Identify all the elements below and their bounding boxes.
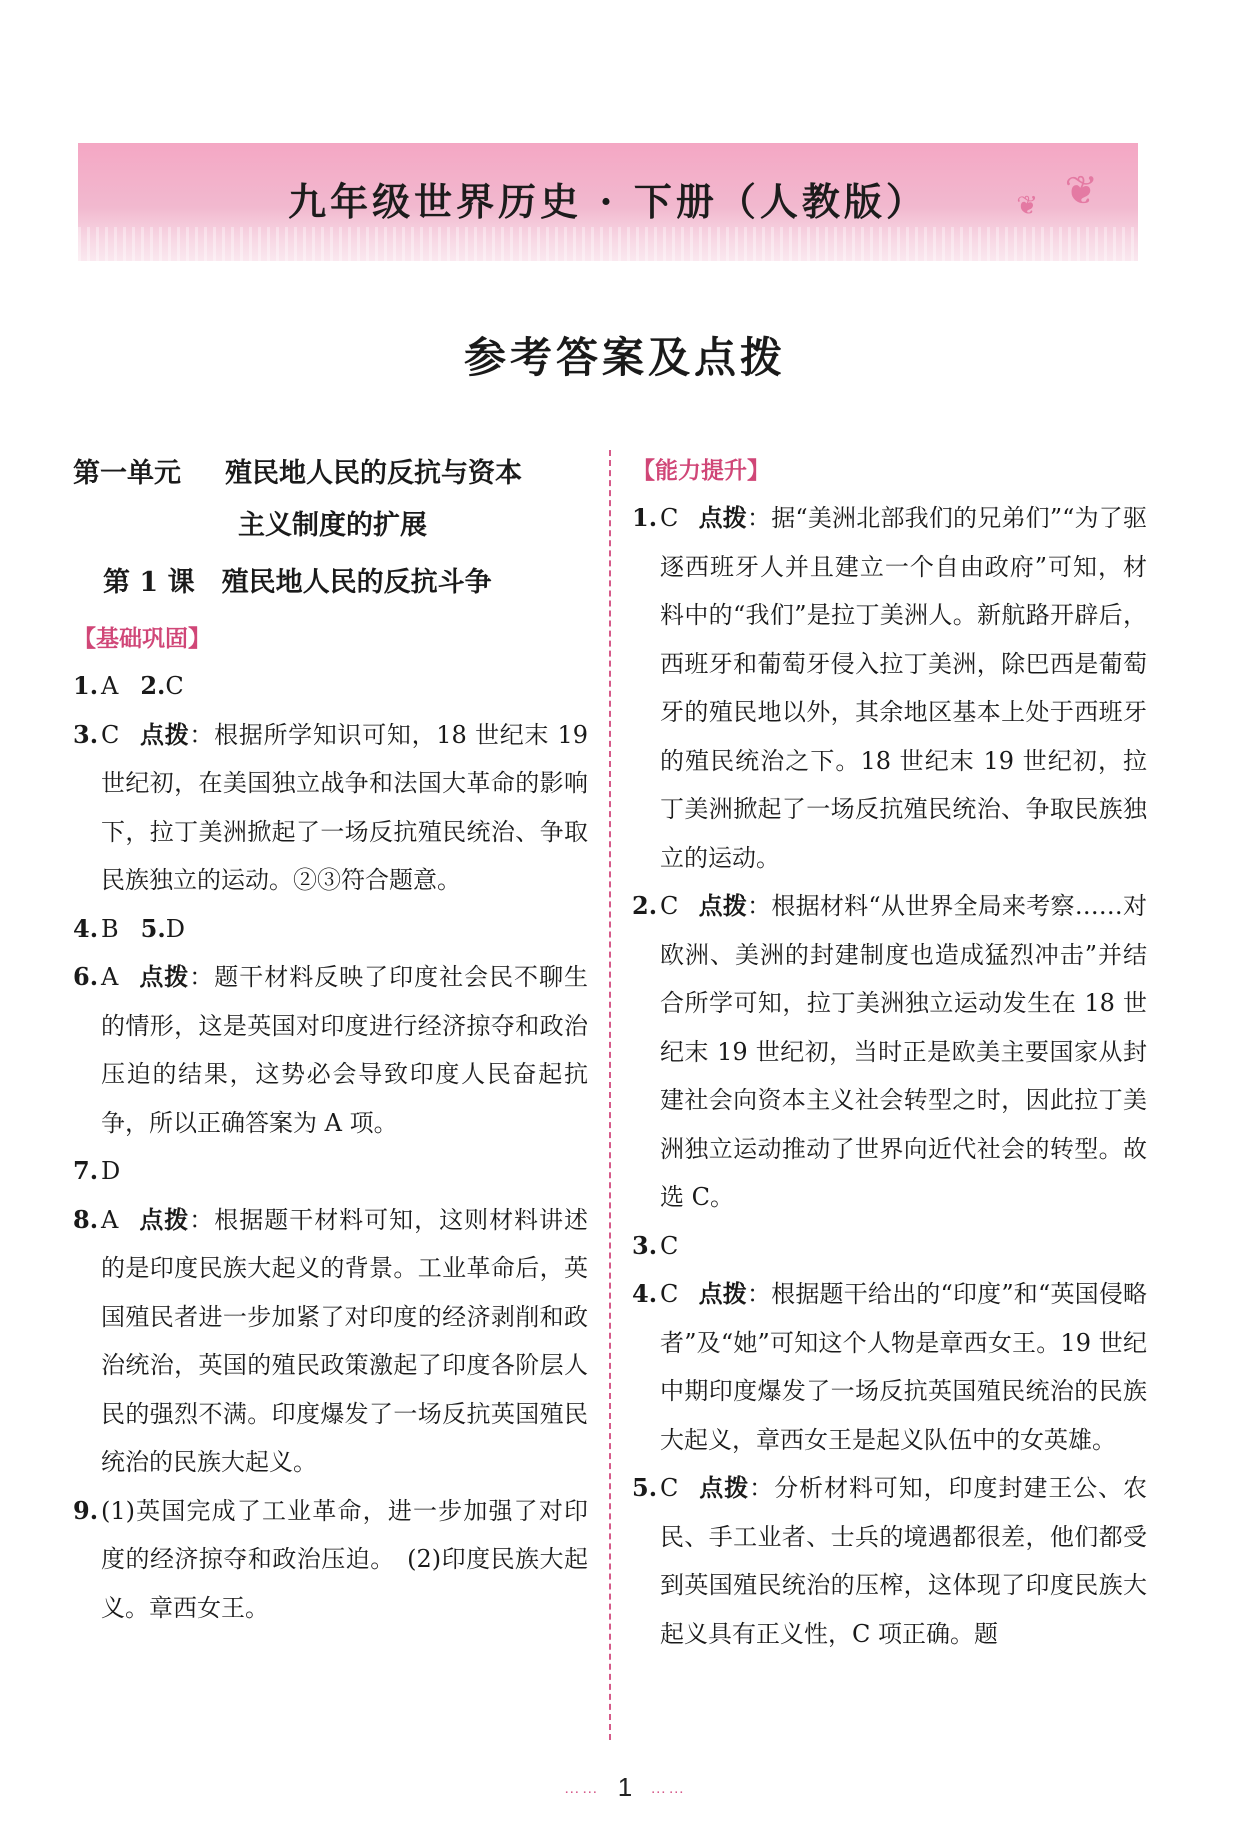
column-divider (609, 450, 611, 1740)
footer-dots: …… (563, 1780, 600, 1798)
page-number: 1 (617, 1772, 633, 1802)
answer-item: 2. C 点拨：根据材料“从世界全局来考察……对欧洲、美洲的封建制度也造成猛烈冲击”并结合所学可知，拉丁美洲独立运动发生在 18 世纪末 19 世纪初，当时正是欧美主要国家从封建社会向资本主义社会转型之时，因此拉丁美洲独立运动推动了世界向近代社会的转型。故选 C。 (632, 891, 1148, 1211)
answer-item: 8. A 点拨：根据题干材料可知，这则材料讲述的是印度民族大起义的背景。工业革命后，英国殖民者进一步加紧了对印度的经济剥削和政治统治，英国的殖民政策激起了印度各阶层人民的强烈不满。印度爆发了一场反抗英国殖民统治的民族大起义。 (73, 1204, 589, 1476)
answer-item: 9. (1)英国完成了工业革命，进一步加强了对印度的经济掠夺和政治压迫。 (2)印度民族大起义。章西女王。 (73, 1495, 588, 1622)
answer-item: 4. C 点拨：根据题干给出的“印度”和“英国侵略者”及“她”可知这个人物是章西女王。19 世纪中期印度爆发了一场反抗英国殖民统治的民族大起义，章西女王是起义队伍中的女英雄。 (632, 1279, 1148, 1454)
section-label-basic: 【基础巩固】 (73, 626, 211, 652)
butterfly-icon: ❦ (1064, 168, 1098, 214)
answer-item: 6. A 点拨：题干材料反映了印度社会民不聊生的情形，这是英国对印度进行经济掠夺和政治压迫的结果，这势必会导致印度人民奋起抗争，所以正确答案为 A 项。 (73, 962, 589, 1137)
header-banner (78, 143, 1138, 261)
answer-item: 3. C 点拨：根据所学知识可知，18 世纪末 19 世纪初，在美国独立战争和法国大革命的影响下，拉丁美洲掀起了一场反抗殖民统治、争取民族独立的运动。②③符合题意。 (73, 719, 588, 894)
answer-item: 3. C (632, 1230, 679, 1260)
answer-item: 1. C 点拨：据“美洲北部我们的兄弟们”“为了驱逐西班牙人并且建立一个自由政府”可知，材料中的“我们”是拉丁美洲人。新航路开辟后，西班牙和葡萄牙侵入拉丁美洲，除巴西是葡萄牙的殖民地以外，其余地区基本上处于西班牙的殖民统治之下。18 世纪末 19 世纪初，拉丁美洲掀起了一场反抗殖民统治、争取民族独立的运动。 (632, 503, 1148, 872)
right-column (632, 448, 1147, 1658)
left-column (73, 448, 588, 1632)
answer-item: 7. D (73, 1156, 121, 1185)
butterfly-icon: ❦ (1016, 191, 1038, 221)
page-title: 参考答案及点拨 (463, 333, 786, 382)
answer-item: 1. A 2.C (73, 671, 184, 700)
section-label-advanced: 【能力提升】 (632, 458, 770, 484)
answer-item: 5. C 点拨：分析材料可知，印度封建王公、农民、手工业者、士兵的境遇都很差，他们都受到英国殖民统治的压榨，这体现了印度民族大起义具有正义性，C 项正确。题 (632, 1473, 1148, 1648)
page-footer (0, 1772, 1250, 1803)
footer-dots: …… (650, 1780, 687, 1798)
answer-item: 4. B 5.D (73, 913, 185, 943)
book-title: 九年级世界历史 · 下册（人教版） (288, 179, 928, 224)
lesson-title: 第 1 课 殖民地人民的反抗斗争 (103, 567, 492, 598)
unit-title: 第一单元 殖民地人民的反抗与资本 主义制度的扩展 (73, 458, 522, 541)
